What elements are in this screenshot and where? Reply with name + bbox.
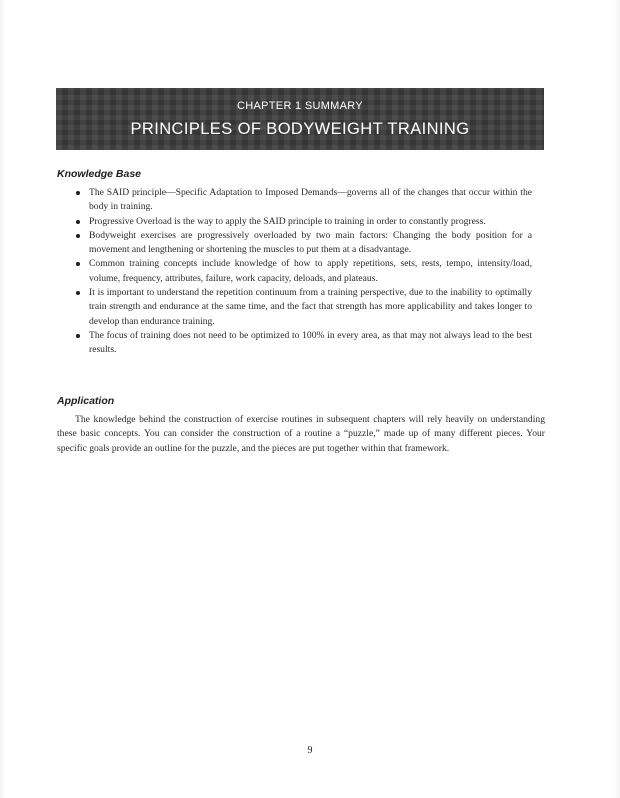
bullet-icon xyxy=(76,234,80,238)
list-item-text: It is important to understand the repetition continuum from a training perspective, due to the inability to optimally train strength and endurance at the same time, and the fact that strength has more applicability and takes longer to develop than endurance training. xyxy=(89,287,532,327)
knowledge-base-heading: Knowledge Base xyxy=(57,168,142,180)
application-paragraph: The knowledge behind the construction of exercise routines in subsequent chapters will rely heavily on understanding these basic concepts. You can consider the construction of a routine a “puzzle,” made up of many different pieces. Your specific goals provide an outline for the puzzle, and the pieces are put together within that framework. xyxy=(57,414,545,454)
bullet-icon xyxy=(76,191,80,195)
list-item-text: The SAID principle—Specific Adaptation to Imposed Demands—governs all of the changes that occur within the body in training. xyxy=(89,187,532,213)
list-item xyxy=(76,186,532,215)
bullet-icon xyxy=(76,262,80,266)
chapter-subtitle: CHAPTER 1 SUMMARY xyxy=(237,100,363,112)
bullet-icon xyxy=(76,291,80,295)
bullet-icon xyxy=(76,220,80,224)
chapter-banner xyxy=(56,88,544,150)
page-number: 9 xyxy=(307,745,313,756)
list-item xyxy=(76,215,532,229)
chapter-title: PRINCIPLES OF BODYWEIGHT TRAINING xyxy=(130,120,470,138)
bullet-icon xyxy=(76,334,80,338)
list-item xyxy=(76,286,532,329)
knowledge-base-list xyxy=(76,186,532,358)
scan-edge-right xyxy=(614,0,620,798)
list-item-text: Bodyweight exercises are progressively overloaded by two main factors: Changing the body position for a movement and lengthening or shortening the muscles to put them at a disadvantage. xyxy=(89,229,532,256)
list-item-text: Progressive Overload is the way to apply the SAID principle to training in order to constantly progress. xyxy=(89,215,486,227)
application-heading: Application xyxy=(57,395,115,407)
list-item-text: Common training concepts include knowledge of how to apply repetitions, sets, rests, tempo, intensity/load, volume, frequency, attributes, failure, work capacity, deloads, and plateaus. xyxy=(89,258,532,284)
list-item xyxy=(76,257,532,286)
list-item-text: The focus of training does not need to be optimized to 100% in every area, as that may not always lead to the best results. xyxy=(89,329,532,356)
list-item xyxy=(76,329,532,358)
scan-edge-left xyxy=(0,0,6,798)
list-item xyxy=(76,229,532,258)
